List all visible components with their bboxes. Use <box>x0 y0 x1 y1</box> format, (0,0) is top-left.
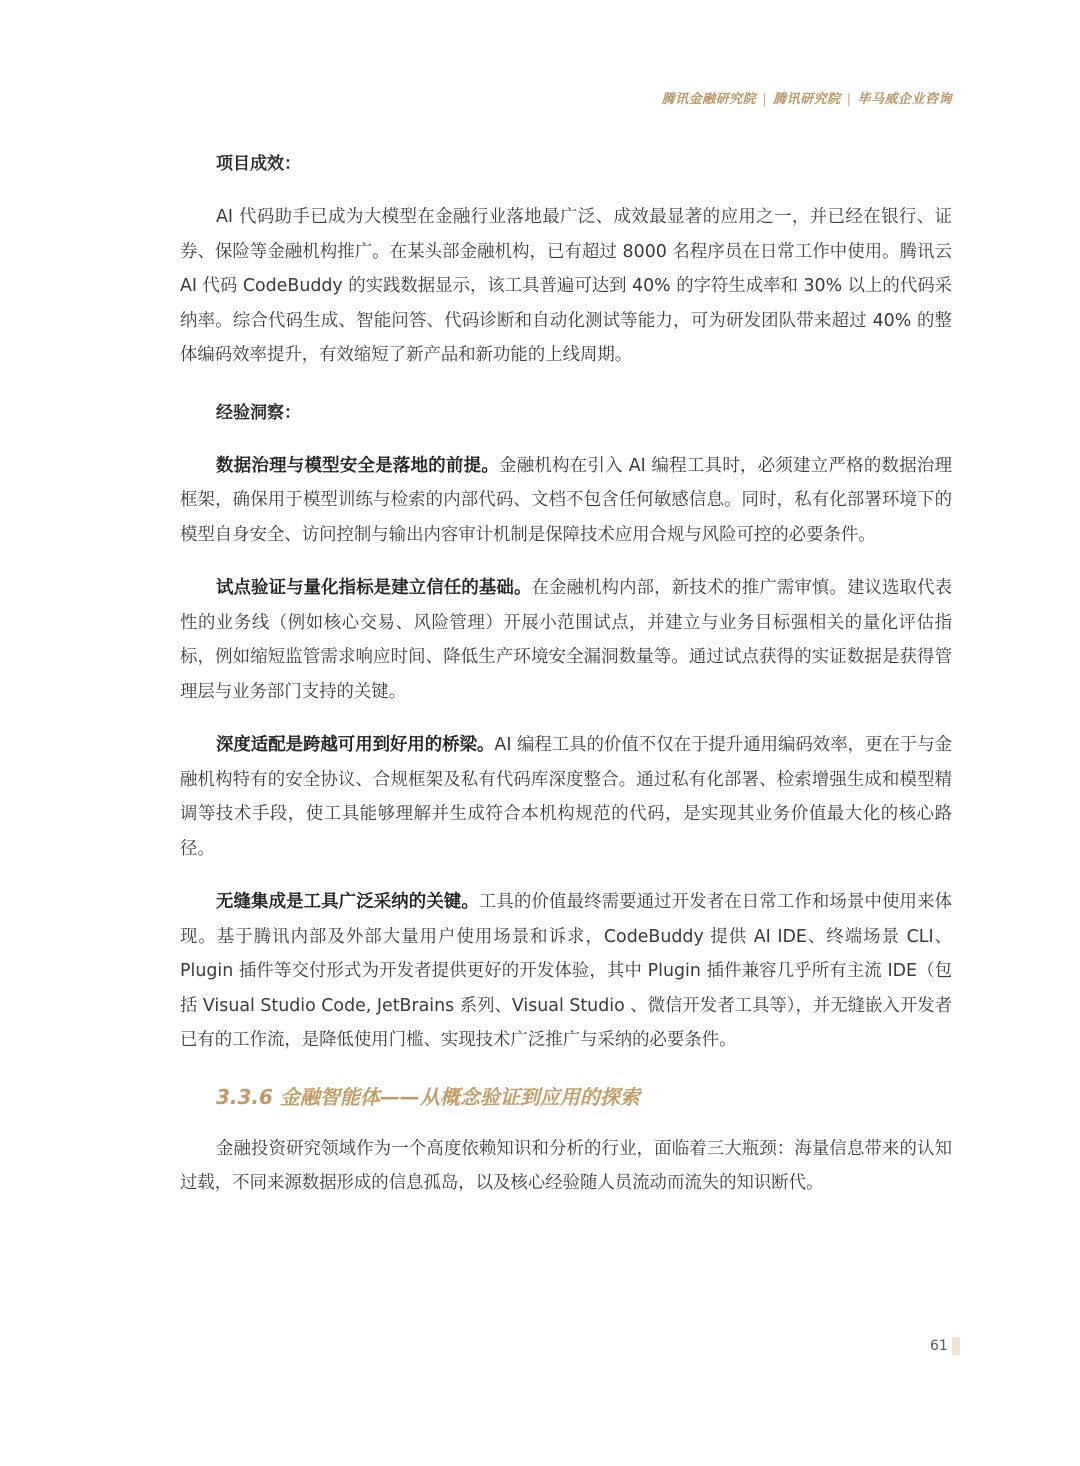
insight-paragraph <box>180 728 952 866</box>
insight-paragraph <box>180 885 952 1058</box>
insight-text: 金融机构在引入 AI 编程工具时，必须建立严格的数据治理框架，确保用于模型训练与检索的内部代码、文档不包含任何敏感信息。同时，私有化部署环境下的模型自身安全、访问控制与输出内容审计机制是保障技术应用合规与风险可控的必要条件。 <box>180 455 952 545</box>
section-title: 3.3.6 金融智能体——从概念验证到应用的探索 <box>216 1084 640 1109</box>
header-org-kpmg: 毕马威企业咨询 <box>857 92 952 107</box>
insight-lead: 数据治理与模型安全是落地的前提。 <box>216 455 500 476</box>
insight-text: 工具的价值最终需要通过开发者在日常工作和场景中使用来体现。基于腾讯内部及外部大量用户使用场景和诉求，CodeBuddy 提供 AI IDE、终端场景 CLI、Plugin 插件等交付形式为开发者提供更好的开发体验，其中 Plugin 插件兼容几乎所有主流 IDE（包括 Visual Studio Code, JetBrains 系列、Visual Studio 、微信开发者工具等），并无缝嵌入开发者已有的工作流，是降低使用门槛、实现技术广泛推广与采纳的必要条件。 <box>180 892 952 1050</box>
project-results-paragraph: AI 代码助手已成为大模型在金融行业落地最广泛、成效最显著的应用之一，并已经在银行、证券、保险等金融机构推广。在某头部金融机构，已有超过 8000 名程序员在日常工作中使用。腾讯云 AI 代码 CodeBuddy 的实践数据显示，该工具普遍可达到 40% 的字符生成率和 30% 以上的代码采纳率。综合代码生成、智能问答、代码诊断和自动化测试等能力，可为研发团队带来超过 40% 的整体编码效率提升，有效缩短了新产品和新功能的上线周期。 <box>180 207 952 365</box>
project-results-heading: 项目成效： <box>216 154 301 174</box>
section-intro-paragraph: 金融投资研究领域作为一个高度依赖知识和分析的行业，面临着三大瓶颈：海量信息带来的认知过载，不同来源数据形成的信息孤岛，以及核心经验随人员流动而流失的知识断代。 <box>180 1138 952 1193</box>
page-number-accent-bar <box>952 1337 960 1355</box>
insight-lead: 深度适配是跨越可用到好用的桥梁。 <box>216 735 495 755</box>
insight-text: AI 编程工具的价值不仅在于提升通用编码效率，更在于与金融机构特有的安全协议、合规框架及私有代码库深度整合。通过私有化部署、检索增强生成和模型精调等技术手段，使工具能够理解并生成符合本机构规范的代码，是实现其业务价值最大化的核心路径。 <box>180 735 952 859</box>
insight-lead: 无缝集成是工具广泛采纳的关键。 <box>216 892 479 912</box>
insight-paragraph <box>180 449 952 553</box>
page-number <box>930 1336 960 1356</box>
insights-heading: 经验洞察： <box>216 402 301 423</box>
header-org-tencent-finance: 腾讯金融研究院 <box>661 92 757 107</box>
running-header <box>662 88 952 107</box>
page-number-text: 61 <box>930 1338 948 1354</box>
header-separator: | <box>762 92 768 107</box>
insight-paragraph <box>180 571 952 709</box>
header-org-tencent-research: 腾讯研究院 <box>773 92 841 107</box>
header-separator: | <box>846 92 852 107</box>
page-content <box>180 150 952 1220</box>
insight-text: 在金融机构内部，新技术的推广需审慎。建议选取代表性的业务线（例如核心交易、风险管理）开展小范围试点，并建立与业务目标强相关的量化评估指标，例如缩短监管需求响应时间、降低生产环境安全漏洞数量等。通过试点获得的实证数据是获得管理层与业务部门支持的关键。 <box>180 578 952 702</box>
insight-lead: 试点验证与量化指标是建立信任的基础。 <box>216 578 532 598</box>
